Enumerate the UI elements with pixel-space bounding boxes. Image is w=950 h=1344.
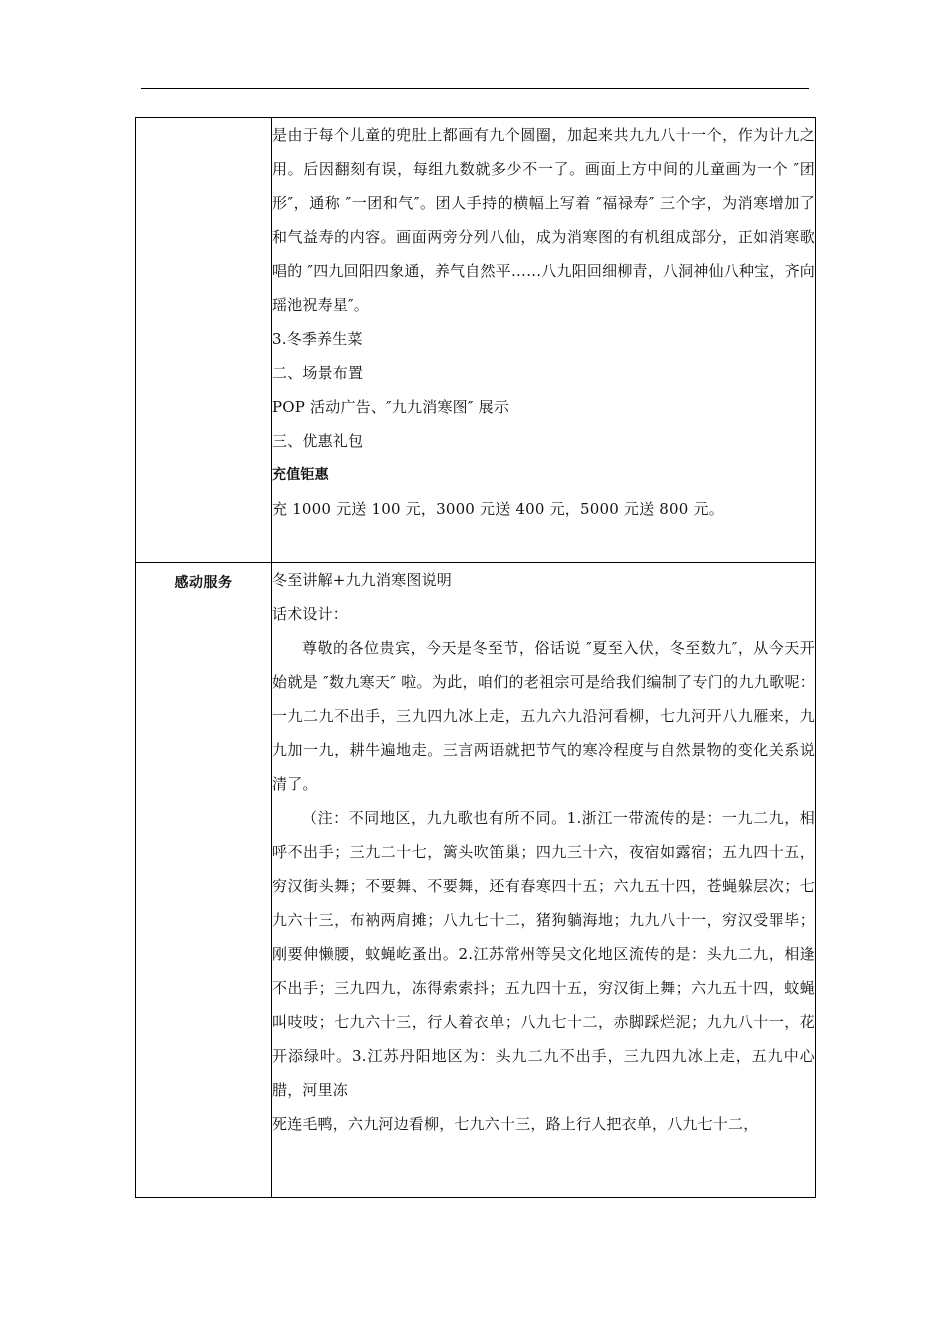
row-content-cell [272,563,816,1198]
paragraph-description: 是由于每个儿童的兜肚上都画有九个圆圈，加起来共九九八十一个，作为计九之用。后因翻刻有误，每组九数就多少不一了。画面上方中间的儿童画为一个 ″团形″，通称 ″一团和气″。团人手持的横幅上写着 ″福禄寿″ 三个字，为消寒增加了和气益寿的内容。画面两旁分列八仙，成为消寒图的有机组成部分，正如消寒歌唱的 ″四九回阳四象通，养气自然平……八九阳回细柳青，八洞神仙八种宝，齐向瑶池祝寿星″。 [272,126,815,314]
row-label-cell [136,118,272,563]
row-content-cell [272,118,816,563]
heading-script-design: 话术设计： [272,605,349,623]
paragraph-note: （注：不同地区，九九歌也有所不同。1.浙江一带流传的是：一九二九，相呼不出手；三九二十七，篱头吹笛巢；四九三十六，夜宿如露宿；五九四十五，穷汉街头舞；不要舞、不要舞，还有春寒四十五；六九五十四，苍蝇躲层次；七九六十三，布衲两肩摊；八九七十二，猪狗躺海地；九九八十一，穷汉受罪毕；刚要伸懒腰，蚊蝇屹蚤出。2.江苏常州等吴文化地区流传的是：头九二九，相逢不出手；三九四九，冻得索索抖；五九四十五，穷汉街上舞；六九五十四，蚊蝇叫吱吱；七九六十三，行人着衣单；八九七十二，赤脚踩烂泥；九九八十一，花开添绿叶。3.江苏丹阳地区为：头九二九不出手，三九四九冰上走，五九中心腊，河里冻 [272,809,815,1099]
paragraph-continued: 死连毛鸭，六九河边看柳，七九六十三，路上行人把衣单，八九七十二， [272,1115,759,1133]
heading-recharge-offer: 充值钜惠 [272,467,329,483]
paragraph-greeting: 尊敬的各位贵宾，今天是冬至节，俗话说 ″夏至入伏，冬至数九″，从今天开始就是 ″数九寒天″ 啦。为此，咱们的老祖宗可是给我们编制了专门的九九歌呢：一九二九不出手，三九四九冰上走，五九六九沿河看柳，七九河开八九雁来，九九加一九，耕牛遍地走。三言两语就把节气的寒冷程度与自然景物的变化关系说清了。 [272,639,815,793]
table-row [136,118,816,563]
row-label [136,118,271,127]
heading-gift-pack: 三、优惠礼包 [272,432,364,450]
header-rule [141,88,809,89]
item-winter-dish: 3.冬季养生菜 [272,330,363,348]
table-row [136,563,816,1198]
item-service-topic: 冬至讲解+九九消寒图说明 [272,571,452,589]
item-recharge-details: 充 1000 元送 100 元，3000 元送 400 元，5000 元送 800 元。 [272,500,724,518]
item-pop-display: POP 活动广告、″九九消寒图″ 展示 [272,398,510,416]
row-label: 感动服务 [174,575,233,591]
heading-scene-setup: 二、场景布置 [272,364,364,382]
row-label-cell [136,563,272,1198]
plan-table [135,117,816,1198]
